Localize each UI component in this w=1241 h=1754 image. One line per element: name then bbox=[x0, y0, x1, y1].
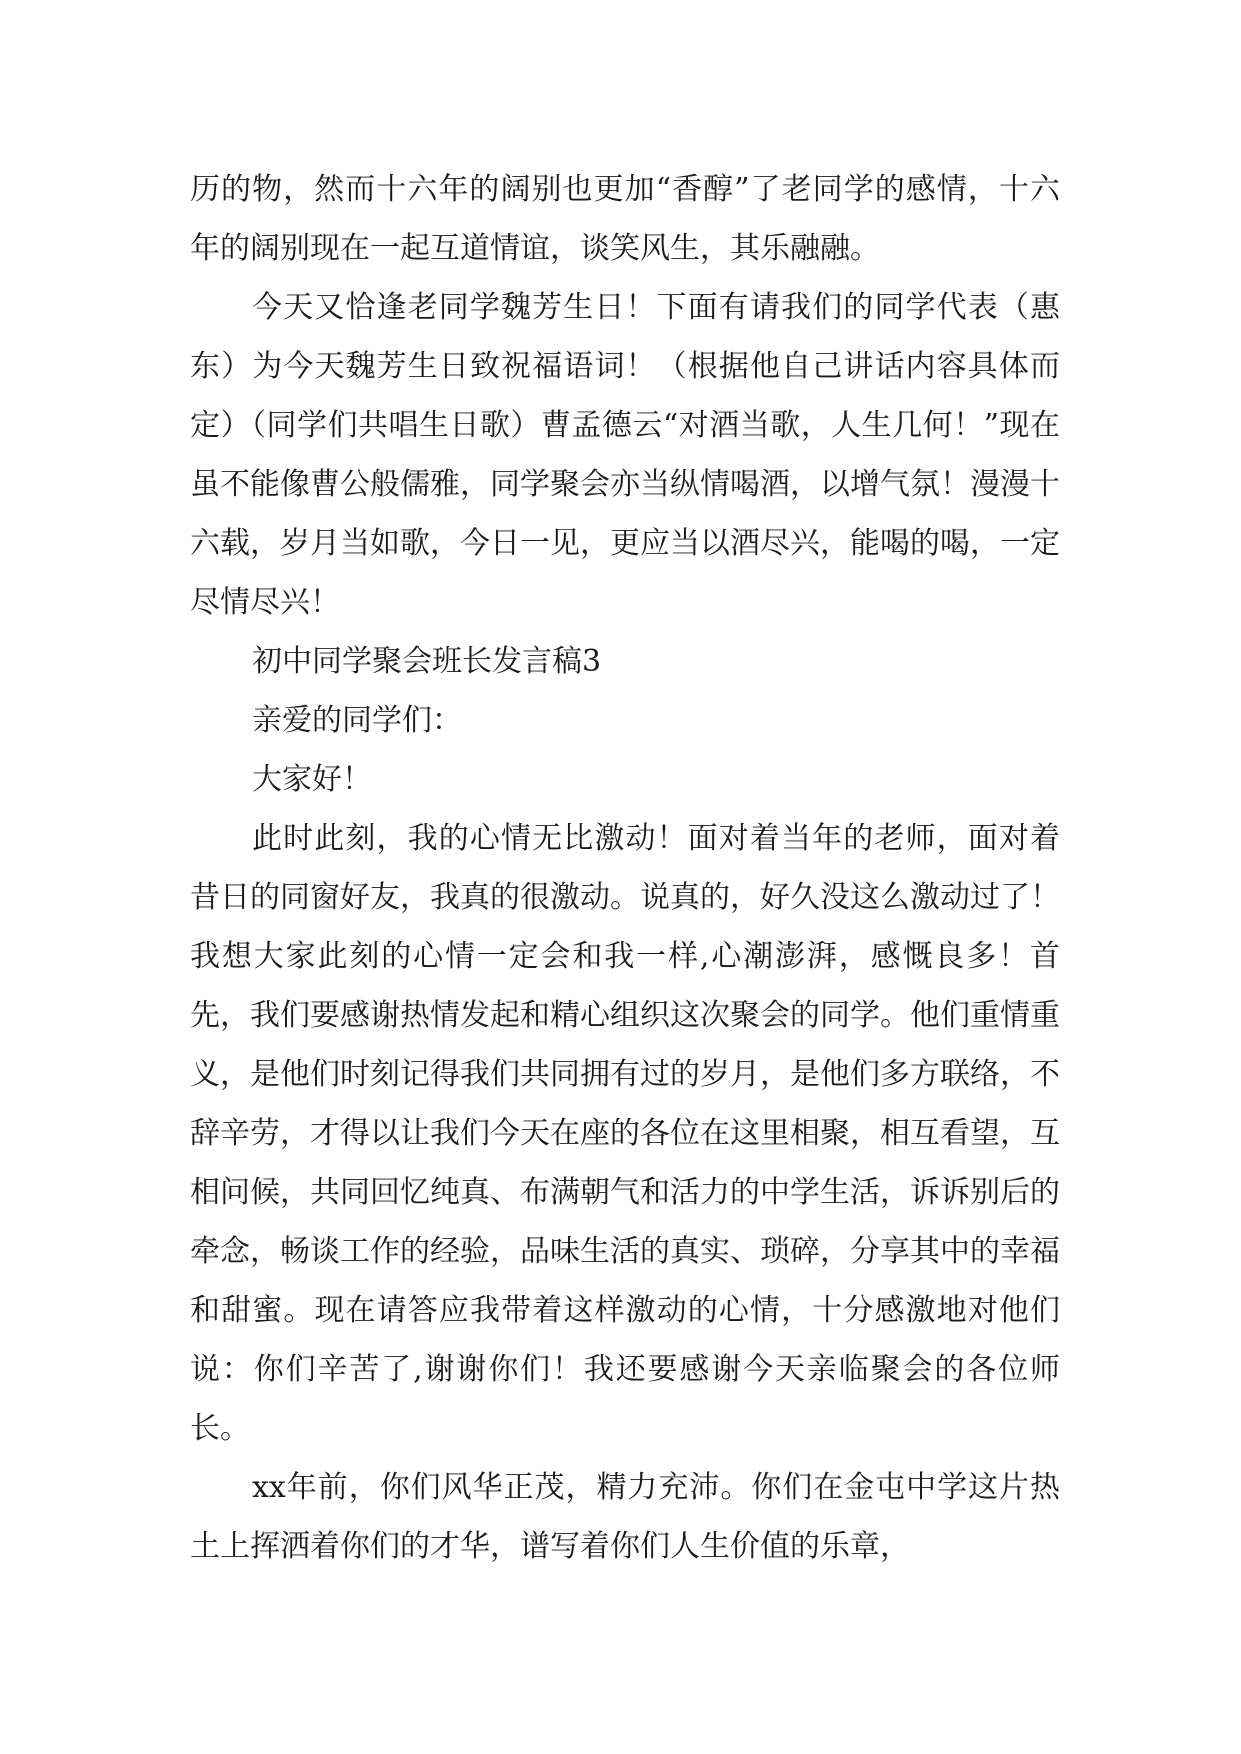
section-title: 初中同学聚会班长发言稿3 bbox=[252, 644, 602, 679]
paragraph-gratitude: 此时此刻，我的心情无比激动！面对着当年的老师，面对着昔日的同窗好友，我真的很激动。说真的，好久没这么激动过了！我想大家此刻的心情一定会和我一样,心潮澎湃，感慨良多！首先，我们要感谢热情发起和精心组织这次聚会的同学。他们重情重义，是他们时刻记得我们共同拥有过的岁月，是他们多方联络，不辞辛劳，才得以让我们今天在座的各位在这里相聚，相互看望，互相问候，共同回忆纯真、布满朝气和活力的中学生活，诉诉别后的牵念，畅谈工作的经验，品味生活的真实、琐碎，分享其中的幸福和甜蜜。现在请答应我带着这样激动的心情，十分感激地对他们说：你们辛苦了,谢谢你们！我还要感谢今天亲临聚会的各位师长。 bbox=[190, 821, 1060, 1446]
document-page bbox=[190, 160, 1060, 1576]
salutation: 亲爱的同学们： bbox=[252, 703, 462, 738]
greeting: 大家好！ bbox=[252, 762, 372, 797]
paragraph-continuation: 历的物，然而十六年的阔别也更加“香醇”了老同学的感情，十六年的阔别现在一起互道情谊，谈笑风生，其乐融融。 bbox=[190, 172, 1060, 266]
paragraph-birthday: 今天又恰逢老同学魏芳生日！下面有请我们的同学代表（惠东）为今天魏芳生日致祝福语词！（根据他自己讲话内容具体而定）（同学们共唱生日歌）曹孟德云“对酒当歌，人生几何！”现在虽不能像曹公般儒雅，同学聚会亦当纵情喝酒，以增气氛！漫漫十六载，岁月当如歌，今日一见，更应当以酒尽兴，能喝的喝，一定尽情尽兴！ bbox=[190, 290, 1060, 620]
paragraph-teachers: xx年前，你们风华正茂，精力充沛。你们在金屯中学这片热土上挥洒着你们的才华，谱写着你们人生价值的乐章， bbox=[190, 1470, 1060, 1564]
